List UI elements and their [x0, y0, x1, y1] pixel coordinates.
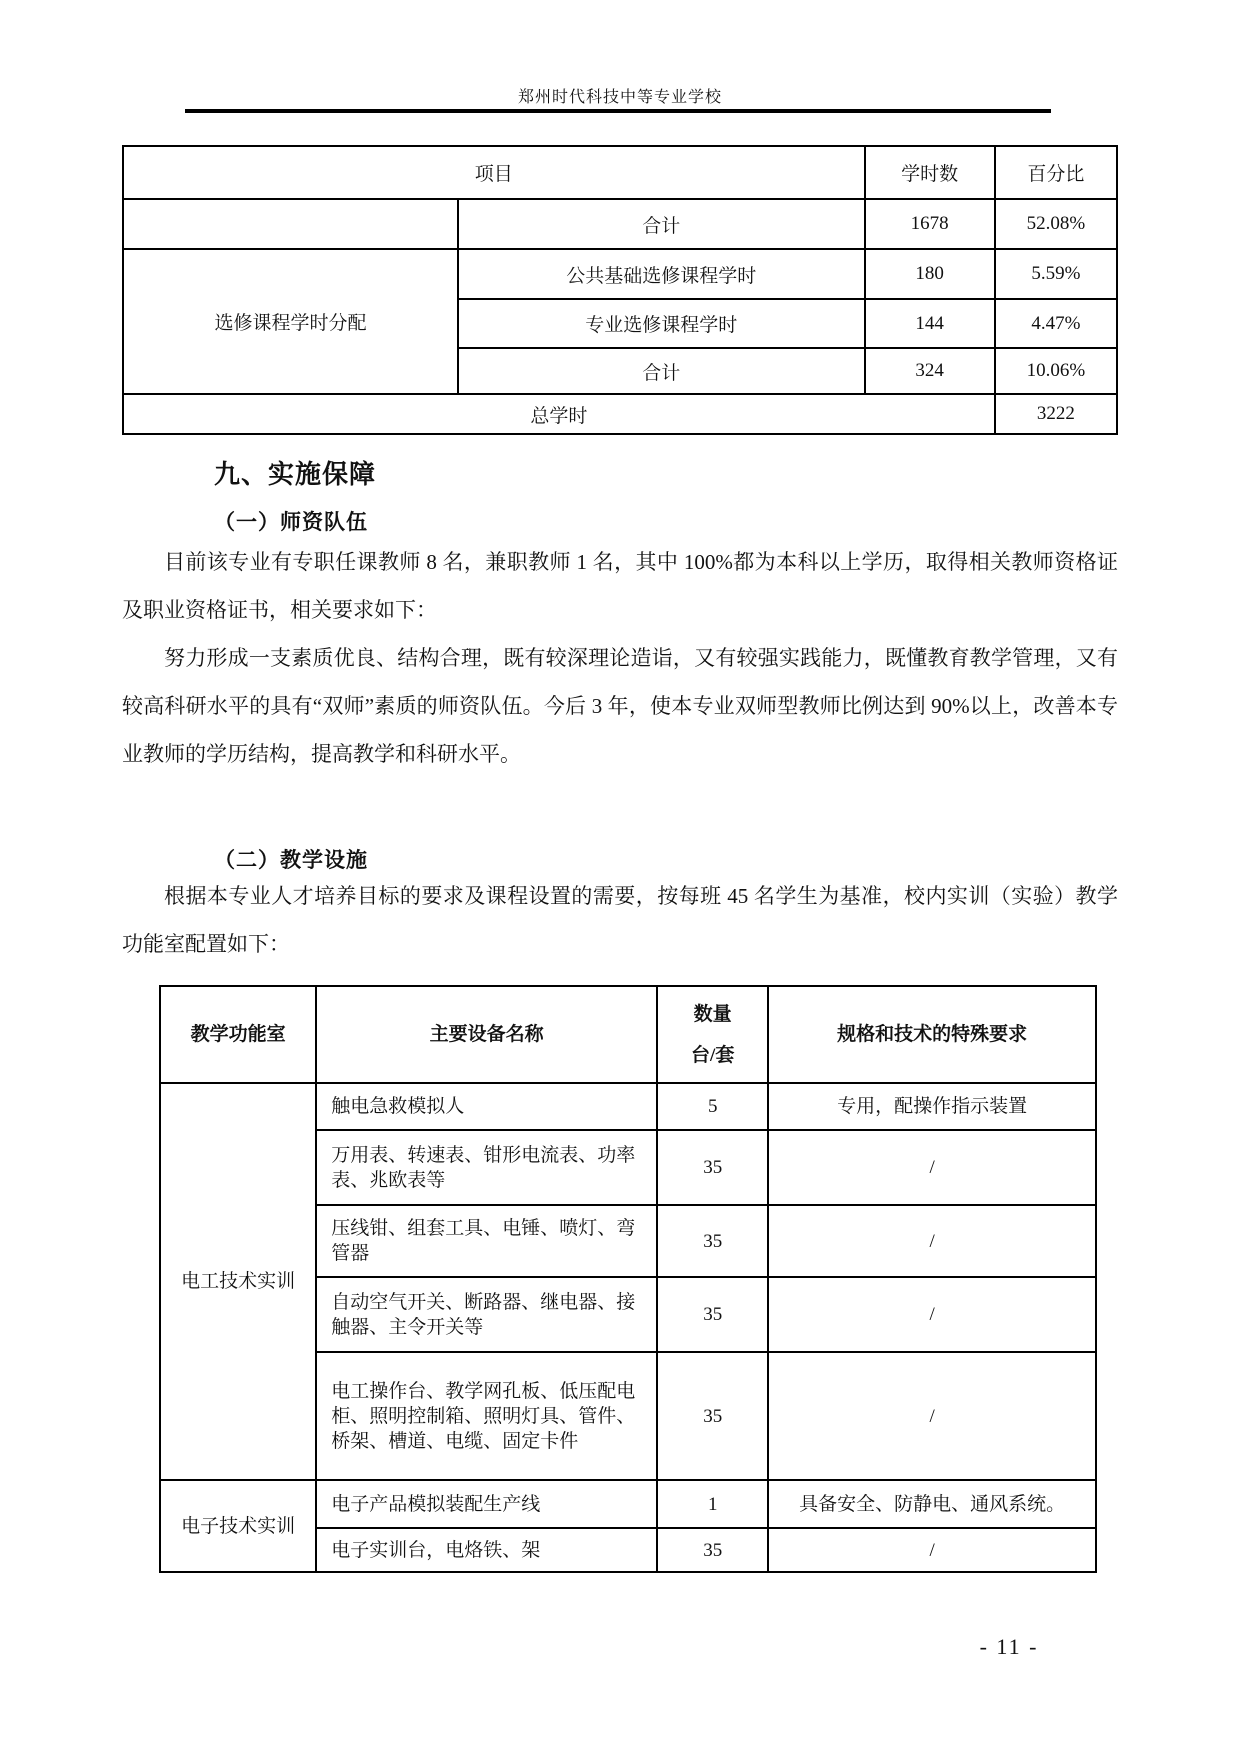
equipment-table-header-row	[160, 986, 1096, 1083]
row-hours: 1678	[865, 199, 995, 249]
equipment-header-qty-line1: 数量	[693, 1003, 732, 1025]
device-spec: /	[768, 1528, 1096, 1572]
row-label: 合计	[458, 199, 865, 249]
hours-header-hours: 学时数	[865, 146, 995, 199]
table-row	[123, 249, 1117, 299]
group-label-electronics-training: 电子技术实训	[160, 1480, 316, 1572]
row-label: 公共基础选修课程学时	[458, 249, 865, 299]
device-name: 电工操作台、教学网孔板、低压配电柜、照明控制箱、照明灯具、管件、桥架、槽道、电缆、固定卡件	[316, 1352, 657, 1480]
equipment-header-spec: 规格和技术的特殊要求	[768, 986, 1096, 1083]
group-label-elective-hours: 选修课程学时分配	[123, 249, 458, 394]
device-spec: /	[768, 1205, 1096, 1277]
subsection-title-facilities: （二）教学设施	[214, 848, 368, 872]
subsection-title-teachers: （一）师资队伍	[214, 510, 368, 534]
table-row	[123, 199, 1117, 249]
equipment-header-qty	[657, 986, 768, 1083]
paragraph-teachers-2: 努力形成一支素质优良、结构合理，既有较深理论造诣，又有较强实践能力，既懂教育教学管理，又有较高科研水平的具有“双师”素质的师资队伍。今后 3 年，使本专业双师型教师比例达到 90%以上，改善本专业教师的学历结构，提高教学和科研水平。	[122, 646, 1118, 766]
device-qty: 5	[657, 1083, 768, 1130]
device-spec: 专用，配操作指示装置	[768, 1083, 1096, 1130]
row-percent: 5.59%	[995, 249, 1117, 299]
row-hours: 324	[865, 348, 995, 394]
device-spec: /	[768, 1130, 1096, 1205]
paragraph-teachers-1: 目前该专业有专职任课教师 8 名，兼职教师 1 名，其中 100%都为本科以上学历，取得相关教师资格证及职业资格证书，相关要求如下：	[122, 550, 1118, 622]
device-name: 自动空气开关、断路器、继电器、接触器、主令开关等	[316, 1277, 657, 1352]
page-header-title: 郑州时代科技中等专业学校	[517, 89, 722, 106]
device-qty: 1	[657, 1480, 768, 1528]
device-name: 万用表、转速表、钳形电流表、功率表、兆欧表等	[316, 1130, 657, 1205]
row-percent: 4.47%	[995, 299, 1117, 348]
device-qty: 35	[657, 1352, 768, 1480]
empty-cell	[123, 199, 458, 249]
device-qty: 35	[657, 1528, 768, 1572]
equipment-header-device: 主要设备名称	[316, 986, 657, 1083]
device-name: 触电急救模拟人	[316, 1083, 657, 1130]
paragraph-facilities: 根据本专业人才培养目标的要求及课程设置的需要，按每班 45 名学生为基准，校内实训（实验）教学功能室配置如下：	[122, 884, 1118, 956]
device-qty: 35	[657, 1277, 768, 1352]
row-percent: 52.08%	[995, 199, 1117, 249]
equipment-header-room: 教学功能室	[160, 986, 316, 1083]
device-qty: 35	[657, 1205, 768, 1277]
section-title: 九、实施保障	[214, 459, 377, 489]
device-spec: /	[768, 1352, 1096, 1480]
total-row	[123, 394, 1117, 434]
row-hours: 144	[865, 299, 995, 348]
row-hours: 180	[865, 249, 995, 299]
device-name: 电子产品模拟装配生产线	[316, 1480, 657, 1528]
hours-table	[122, 145, 1118, 435]
group-label-electrician-training: 电工技术实训	[160, 1083, 316, 1480]
hours-header-percent: 百分比	[995, 146, 1117, 199]
device-name: 压线钳、组套工具、电锤、喷灯、弯管器	[316, 1205, 657, 1277]
row-percent: 10.06%	[995, 348, 1117, 394]
page-number: - 11 -	[979, 1634, 1039, 1659]
device-spec: 具备安全、防静电、通风系统。	[768, 1480, 1096, 1528]
total-label: 总学时	[123, 394, 995, 434]
total-value: 3222	[995, 394, 1117, 434]
row-label: 专业选修课程学时	[458, 299, 865, 348]
hours-table-header-row	[123, 146, 1117, 199]
table-row	[160, 1083, 1096, 1130]
equipment-table	[159, 985, 1097, 1573]
row-label: 合计	[458, 348, 865, 394]
equipment-header-qty-line2: 台/套	[691, 1044, 735, 1066]
header-divider	[185, 109, 1051, 113]
table-row	[160, 1480, 1096, 1528]
device-qty: 35	[657, 1130, 768, 1205]
hours-header-item: 项目	[123, 146, 865, 199]
device-name: 电子实训台，电烙铁、架	[316, 1528, 657, 1572]
device-spec: /	[768, 1277, 1096, 1352]
